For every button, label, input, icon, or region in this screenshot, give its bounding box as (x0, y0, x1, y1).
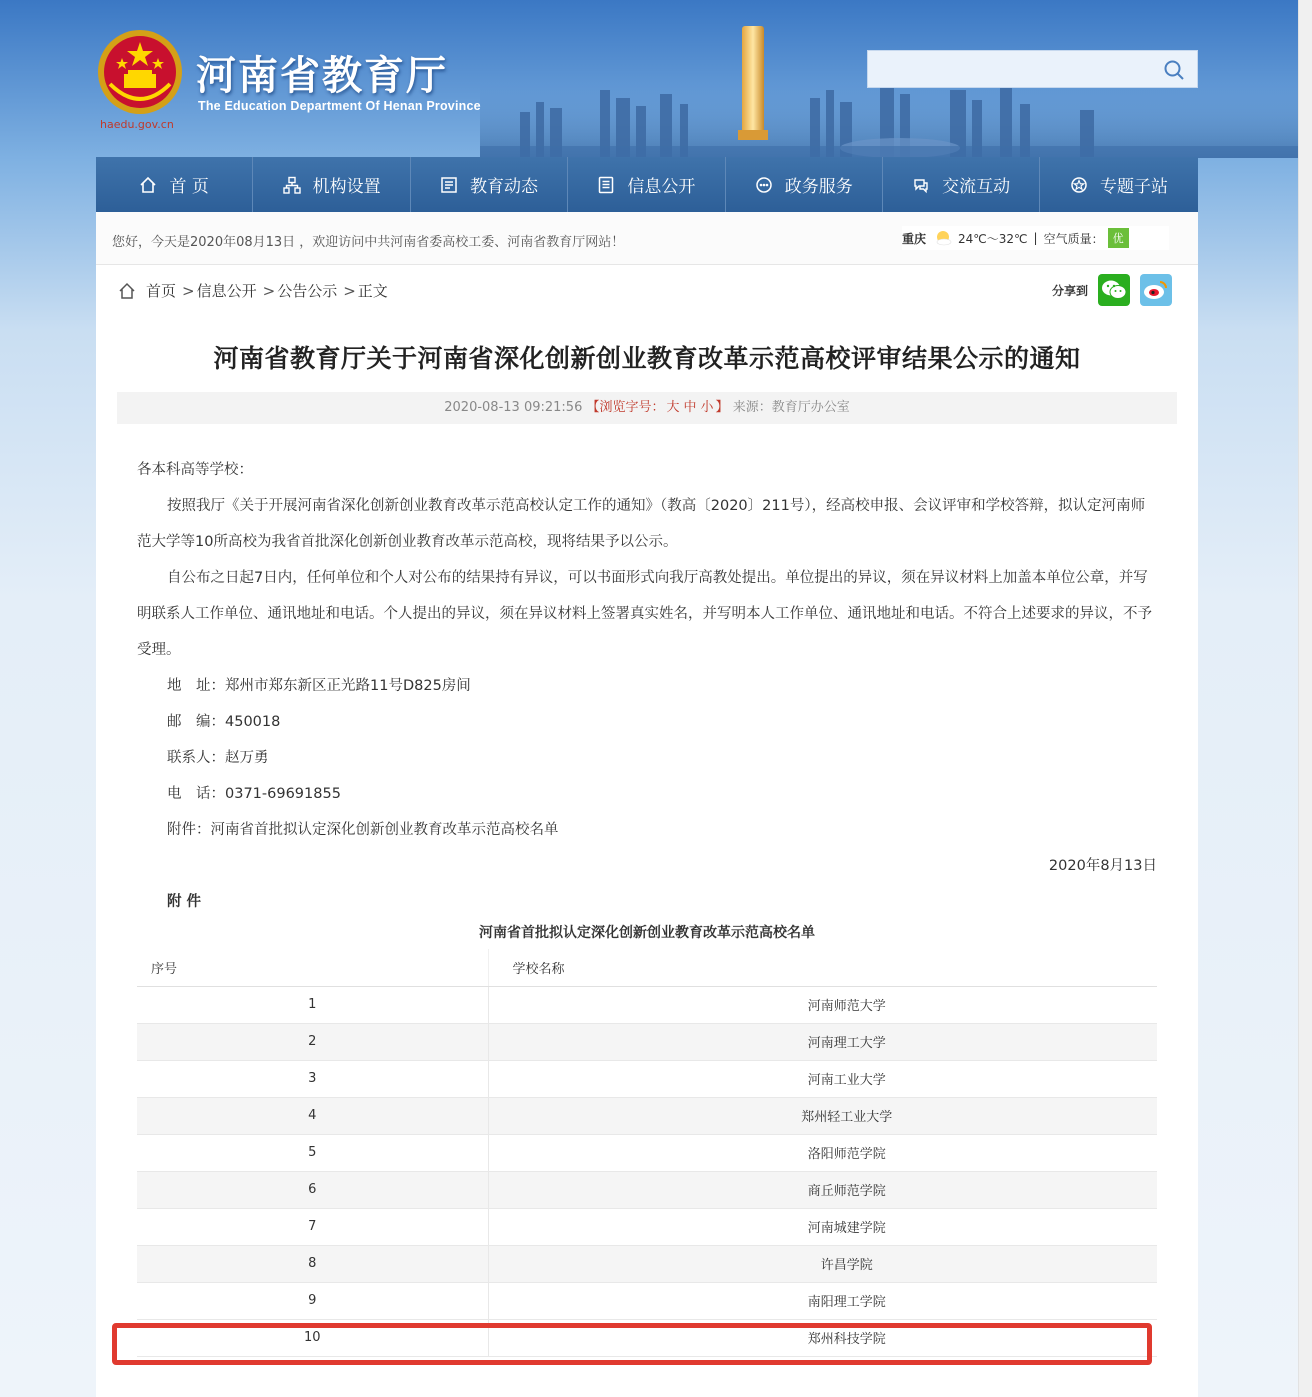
site-subtitle: The Education Department Of Henan Province (198, 99, 481, 113)
table-row (137, 1060, 1157, 1097)
welcome-text: 您好，今天是2020年08月13日 ，欢迎访问中共河南省委高校工委、河南省教育厅网站！ (112, 235, 625, 250)
font-size-small-button[interactable]: 小 (700, 400, 714, 415)
cell-school: 郑州科技学院 (488, 1319, 1157, 1356)
cell-index: 4 (137, 1097, 488, 1134)
nav-label: 机构设置 (312, 177, 381, 197)
table-row (137, 1171, 1157, 1208)
attachment-link[interactable]: 附件：河南省首批拟认定深化创新创业教育改革示范高校名单 (167, 822, 559, 838)
cell-index: 2 (137, 1023, 488, 1060)
cell-index: 1 (137, 986, 488, 1023)
cell-school: 洛阳师范学院 (488, 1134, 1157, 1171)
cell-school: 南阳理工学院 (488, 1282, 1157, 1319)
attachment-heading: 附 件 (167, 894, 202, 910)
table-row (137, 1134, 1157, 1171)
weather-city: 重庆 (902, 231, 927, 246)
breadcrumb-info-disclosure-link[interactable]: 信息公开 (196, 282, 257, 300)
main-nav (96, 157, 1198, 212)
table-row (137, 1245, 1157, 1282)
org-chart-icon (283, 176, 301, 194)
breadcrumb-home-link[interactable]: 首页 (146, 282, 177, 300)
sunny-icon (934, 230, 952, 246)
cell-index: 10 (137, 1319, 488, 1356)
font-size-large-button[interactable]: 大 (666, 400, 680, 415)
site-title[interactable]: 河南省教育厅 (196, 53, 448, 99)
share-label: 分享到 (1052, 283, 1089, 298)
cell-school: 河南工业大学 (488, 1060, 1157, 1097)
table-row (137, 1208, 1157, 1245)
topic-icon (1070, 176, 1088, 194)
cell-school: 商丘师范学院 (488, 1171, 1157, 1208)
contact-person: 联系人：赵万勇 (167, 750, 269, 766)
nav-item-topic-sites[interactable] (1040, 157, 1197, 212)
paragraph: 按照我厅《关于开展河南省深化创新创业教育改革示范高校认定工作的通知》（教高〔2020〕211号），经高校申报、会议评审和学校答辩，拟认定河南师范大学等10所高校为我省首批深化创新创业教育改革示范高校，现将结果予以公示。 (137, 498, 1146, 550)
weibo-share-icon[interactable] (1140, 274, 1172, 306)
table-row (137, 1023, 1157, 1060)
breadcrumb (118, 280, 388, 301)
cell-index: 3 (137, 1060, 488, 1097)
wechat-share-icon[interactable] (1098, 274, 1130, 306)
home-icon[interactable] (118, 282, 136, 300)
news-icon (440, 176, 458, 194)
nav-item-organization[interactable] (253, 157, 410, 212)
site-domain: haedu.gov.cn (100, 118, 174, 131)
table-row (137, 1319, 1157, 1356)
content-panel (96, 212, 1198, 1397)
home-icon (139, 176, 157, 194)
breadcrumb-current: 正文 (357, 282, 388, 300)
service-icon (755, 176, 773, 194)
cell-school: 郑州轻工业大学 (488, 1097, 1157, 1134)
nav-label: 教育动态 (469, 177, 538, 197)
table-header-row (137, 949, 1157, 986)
breadcrumb-separator: > (262, 281, 276, 300)
nav-item-gov-service[interactable] (726, 157, 883, 212)
document-icon (597, 176, 615, 194)
weather-temperature: 24℃～32℃ (958, 231, 1028, 246)
nav-label: 信息公开 (627, 177, 696, 197)
article-title: 河南省教育厅关于河南省深化创新创业教育改革示范高校评审结果公示的通知 (213, 344, 1081, 373)
cell-index: 6 (137, 1171, 488, 1208)
font-size-label: 【浏览字号： (586, 400, 665, 415)
table-row (137, 1282, 1157, 1319)
welcome-bar (96, 212, 1198, 265)
cell-school: 河南师范大学 (488, 986, 1157, 1023)
cell-index: 7 (137, 1208, 488, 1245)
contact-phone: 电 话：0371-69691855 (167, 786, 341, 802)
schools-table (137, 949, 1157, 1357)
article-body (137, 452, 1157, 920)
column-header-school: 学校名称 (488, 949, 1157, 986)
scrollbar[interactable] (1298, 0, 1312, 1397)
table-title: 河南省首批拟认定深化创新创业教育改革示范高校名单 (479, 925, 815, 941)
cell-index: 5 (137, 1134, 488, 1171)
site-header (0, 0, 1298, 158)
weather-divider: | (1033, 231, 1038, 245)
salutation: 各本科高等学校： (137, 462, 253, 478)
search-box (867, 50, 1198, 88)
nav-item-news[interactable] (411, 157, 568, 212)
cell-index: 8 (137, 1245, 488, 1282)
publish-datetime: 2020-08-13 09:21:56 (444, 400, 583, 415)
breadcrumb-bar (96, 266, 1198, 312)
font-size-close: 】 (715, 400, 729, 415)
nav-item-info-disclosure[interactable] (568, 157, 725, 212)
national-emblem-logo (96, 28, 184, 116)
search-icon[interactable] (1163, 59, 1185, 81)
nav-item-interaction[interactable] (883, 157, 1040, 212)
air-quality-badge: 优 (1108, 228, 1129, 248)
cell-index: 9 (137, 1282, 488, 1319)
contact-postcode: 邮 编：450018 (167, 714, 281, 730)
article-date: 2020年8月13日 (1048, 858, 1157, 874)
interact-icon (912, 176, 930, 194)
table-row (137, 986, 1157, 1023)
breadcrumb-separator: > (343, 281, 356, 300)
article-source: 来源：教育厅办公室 (732, 400, 850, 415)
font-size-medium-button[interactable]: 中 (683, 400, 697, 415)
cell-school: 许昌学院 (488, 1245, 1157, 1282)
nav-label: 专题子站 (1100, 177, 1169, 197)
contact-address: 地 址：郑州市郑东新区正光路11号D825房间 (167, 678, 471, 694)
search-input[interactable] (868, 51, 1148, 87)
cell-school: 河南理工大学 (488, 1023, 1157, 1060)
city-skyline-image (480, 20, 1298, 158)
article-meta (117, 392, 1177, 424)
table-row (137, 1097, 1157, 1134)
nav-label: 首 页 (169, 177, 209, 197)
paragraph: 自公布之日起7日内，任何单位和个人对公布的结果持有异议，可以书面形式向我厅高教处提出。单位提出的异议，须在异议材料上加盖本单位公章，并写明联系人工作单位、通讯地址和电话。个人提出的异议，须在异议材料上签署真实姓名，并写明本人工作单位、通讯地址和电话。不符合上述要求的异议，不予受理。 (137, 570, 1152, 658)
air-quality-label: 空气质量： (1043, 231, 1104, 246)
nav-label: 交流互动 (942, 177, 1011, 197)
nav-item-home[interactable] (96, 157, 253, 212)
nav-label: 政务服务 (784, 177, 853, 197)
breadcrumb-separator: > (182, 281, 195, 300)
share-bar (1052, 274, 1172, 306)
weather-widget (902, 226, 1169, 250)
breadcrumb-announcement-link[interactable]: 公告公示 (277, 282, 338, 300)
cell-school: 河南城建学院 (488, 1208, 1157, 1245)
column-header-index: 序号 (137, 949, 488, 986)
